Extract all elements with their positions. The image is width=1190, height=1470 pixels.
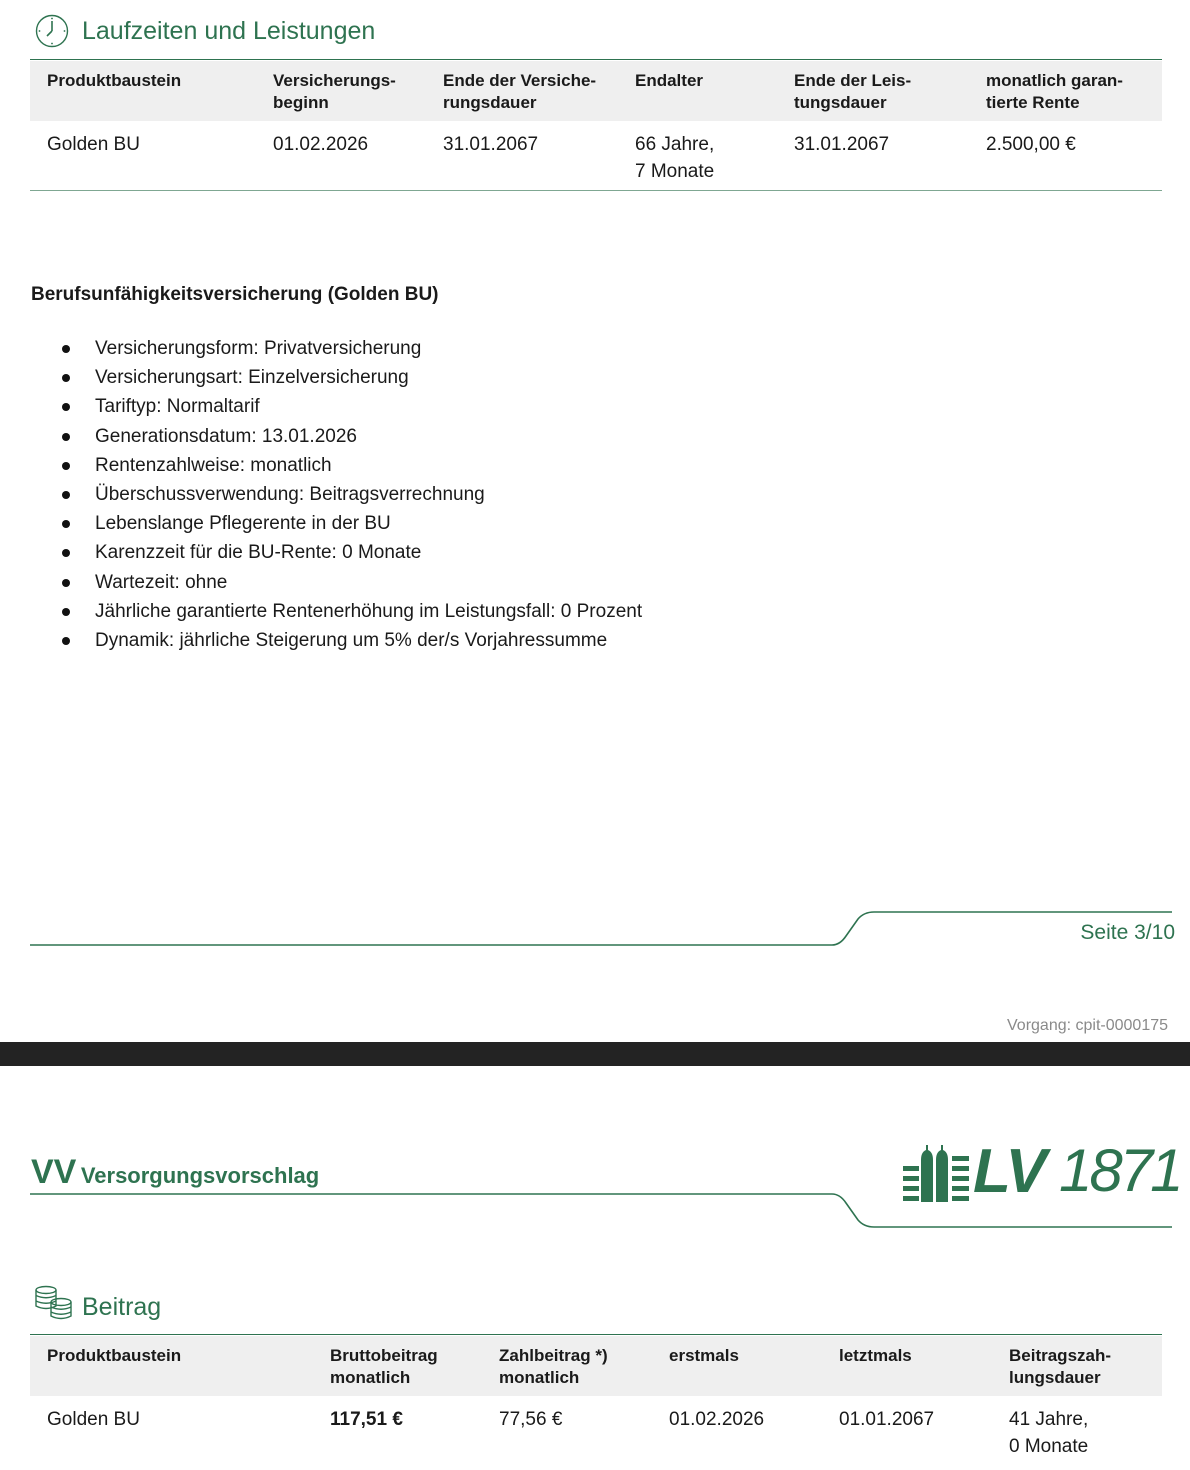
col-header-endalter: Endalter [635, 61, 794, 121]
cell-erstmals: 01.02.2026 [669, 1409, 765, 1430]
col-header-produktbaustein: Produktbaustein [30, 61, 273, 121]
table-bottom-rule [30, 190, 1162, 191]
list-item: Wartezeit: ohne [31, 568, 642, 597]
lv1871-logo [903, 1137, 1181, 1206]
table-header-row [30, 1336, 1162, 1396]
list-item: Rentenzahlweise: monatlich [31, 451, 642, 480]
cell-bruttobeitrag: 117,51 € [330, 1409, 403, 1430]
cell-versicherungsbeginn: 01.02.2026 [273, 134, 369, 155]
logo-lv-text: LV [973, 1137, 1045, 1206]
coins-icon [34, 1285, 74, 1321]
cell-produktbaustein: Golden BU [47, 134, 140, 155]
doc-abbr: VV [31, 1153, 77, 1191]
section-title-laufzeiten: Laufzeiten und Leistungen [82, 17, 376, 45]
section-title-beitrag: Beitrag [82, 1293, 162, 1321]
list-item: Lebenslange Pflegerente in der BU [31, 509, 642, 538]
col-header-ende-leistungsdauer: Ende der Leis- tungsdauer [794, 61, 986, 121]
laufzeiten-table [30, 61, 1162, 194]
section-rule [30, 59, 1162, 60]
cell-garantierte-rente: 2.500,00 € [986, 134, 1076, 155]
logo-year-text: 1871 [1059, 1137, 1181, 1204]
cell-ende-versicherungsdauer: 31.01.2067 [443, 134, 539, 155]
footer-swoosh-line [0, 900, 1190, 960]
clock-icon [35, 14, 69, 48]
details-heading: Berufsunfähigkeitsversicherung (Golden BU) [31, 284, 439, 305]
beitrag-table [30, 1336, 1162, 1469]
list-item: Jährliche garantierte Rentenerhöhung im Leistungsfall: 0 Prozent [31, 597, 642, 626]
list-item: Überschussverwendung: Beitragsverrechnung [31, 480, 642, 509]
list-item: Tariftyp: Normaltarif [31, 392, 642, 421]
cell-ende-leistungsdauer: 31.01.2067 [794, 134, 890, 155]
col-header-garantierte-rente: monatlich garan- tierte Rente [986, 61, 1162, 121]
list-item: Dynamik: jährliche Steigerung um 5% der/s Vorjahressumme [31, 626, 642, 655]
col-header-beitragszahlungsdauer: Beitragszah- lungsdauer [1009, 1336, 1162, 1396]
vorgang-id: Vorgang: cpit-0000175 [1007, 1017, 1169, 1034]
col-header-ende-versicherungsdauer: Ende der Versiche- rungsdauer [443, 61, 635, 121]
col-header-zahlbeitrag: Zahlbeitrag *) monatlich [499, 1336, 669, 1396]
doc-title: Versorgungsvorschlag [80, 1163, 320, 1188]
section-rule [30, 1334, 1162, 1335]
cell-letztmals: 01.01.2067 [839, 1409, 935, 1430]
page-number: Seite 3/10 [1080, 921, 1175, 944]
list-item: Versicherungsart: Einzelversicherung [31, 363, 642, 392]
col-header-versicherungsbeginn: Versicherungs- beginn [273, 61, 443, 121]
list-item: Karenzzeit für die BU-Rente: 0 Monate [31, 538, 642, 567]
cell-beitragszahlungsdauer: 41 Jahre, 0 Monate [1009, 1409, 1089, 1457]
details-list [31, 334, 642, 655]
frauenkirche-icon [903, 1142, 969, 1206]
cell-endalter: 66 Jahre, 7 Monate [635, 134, 715, 182]
col-header-erstmals: erstmals [669, 1336, 839, 1396]
table-header-row [30, 61, 1162, 121]
col-header-produktbaustein: Produktbaustein [30, 1336, 330, 1396]
col-header-bruttobeitrag: Bruttobeitrag monatlich [330, 1336, 499, 1396]
col-header-letztmals: letztmals [839, 1336, 1009, 1396]
list-item: Versicherungsform: Privatversicherung [31, 334, 642, 363]
cell-zahlbeitrag: 77,56 € [499, 1409, 563, 1430]
list-item: Generationsdatum: 13.01.2026 [31, 422, 642, 451]
cell-produktbaustein: Golden BU [47, 1409, 140, 1430]
page-separator [0, 1042, 1190, 1066]
table-row [30, 121, 1162, 194]
table-row [30, 1396, 1162, 1469]
